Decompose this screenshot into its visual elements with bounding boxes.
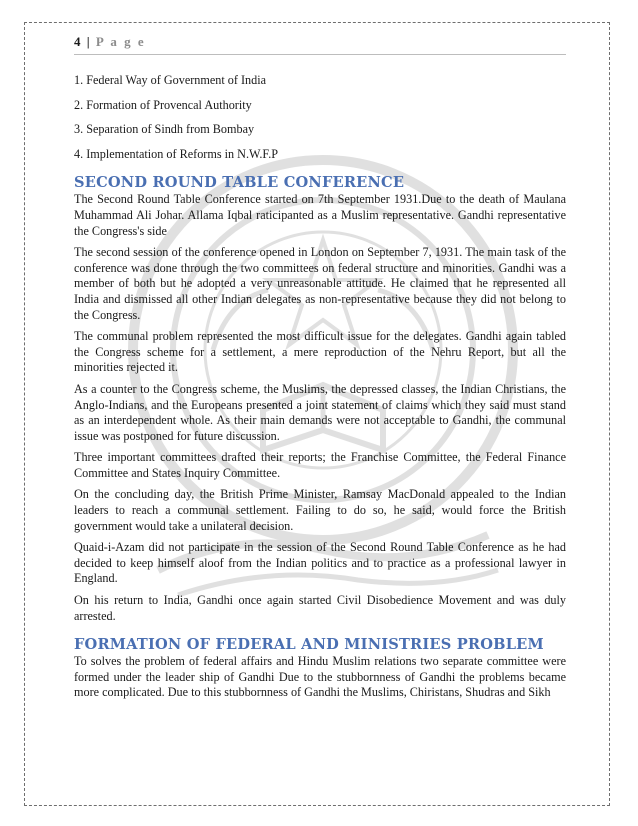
list-item: 4. Implementation of Reforms in N.W.F.P — [74, 146, 279, 161]
paragraph: The Second Round Table Conference started on 7th September 1931.Due to the death of Maulana Muhammad Ali Johar. Allama Iqbal raticipanted as a Muslim representative. Gandhi representative the Congress's side — [74, 192, 566, 238]
section-heading: SECOND ROUND TABLE CONFERENCE — [74, 174, 405, 192]
header-rule — [74, 54, 566, 55]
document-body — [74, 73, 566, 707]
paragraph: As a counter to the Congress scheme, the Muslims, the depressed classes, the Indian Christians, the Anglo-Indians, and the Europeans presented a joint statement of claims which they said must stand as an interdependent whole. As their main demands were not acceptable to Gandhi, the communal issue was postponed for future discussion. — [74, 381, 566, 443]
page-word: P a g e — [95, 34, 146, 49]
list-item: 1. Federal Way of Government of India — [74, 73, 267, 87]
paragraph: Three important committees drafted their reports; the Franchise Committee, the Federal Finance Committee and States Inquiry Committee. — [74, 450, 566, 480]
paragraph: Quaid-i-Azam did not participate in the session of the Second Round Table Conference as he had decided to keep himself aloof from the Indian politics and to practice as a professional lawyer in England. — [74, 540, 566, 586]
page-header — [74, 34, 560, 50]
list-item: 2. Formation of Provencal Authority — [74, 97, 252, 112]
paragraph: The communal problem represented the most difficult issue for the delegates. Gandhi again tabled the Congress scheme for a settlement, a mere reproduction of the Nehru Report, but all the minorities rejected it. — [74, 329, 566, 375]
header-separator: | — [86, 34, 91, 49]
list-item: 3. Separation of Sindh from Bombay — [74, 122, 255, 137]
page-number: 4 — [74, 34, 81, 49]
paragraph: The second session of the conference opened in London on September 7, 1931. The main task of the conference was done through the two committees on federal structure and minorities. Gandhi was a member of both but he adopted a very unreasonable attitude. He claimed that he represented all India and dismissed all other Indian delegates as non-representative because they did not belong to the Congress. — [74, 245, 566, 322]
paragraph: To solves the problem of federal affairs and Hindu Muslim relations two separate committee were formed under the leader ship of Gandhi Due to the stubbornness of Gandhi the problems became more complicated. Due to this stubbornness of Gandhi the Muslims, Chiristans, Shudras and Sikh — [74, 654, 566, 700]
section-heading: FORMATION OF FEDERAL AND MINISTRIES PROBLEM — [74, 636, 544, 654]
paragraph: On the concluding day, the British Prime Minister, Ramsay MacDonald appealed to the Indian leaders to reach a communal settlement. Failing to do so, he said, would force the British government would take a unilateral decision. — [74, 487, 566, 533]
paragraph: On his return to India, Gandhi once again started Civil Disobedience Movement and was duly arrested. — [74, 593, 566, 623]
